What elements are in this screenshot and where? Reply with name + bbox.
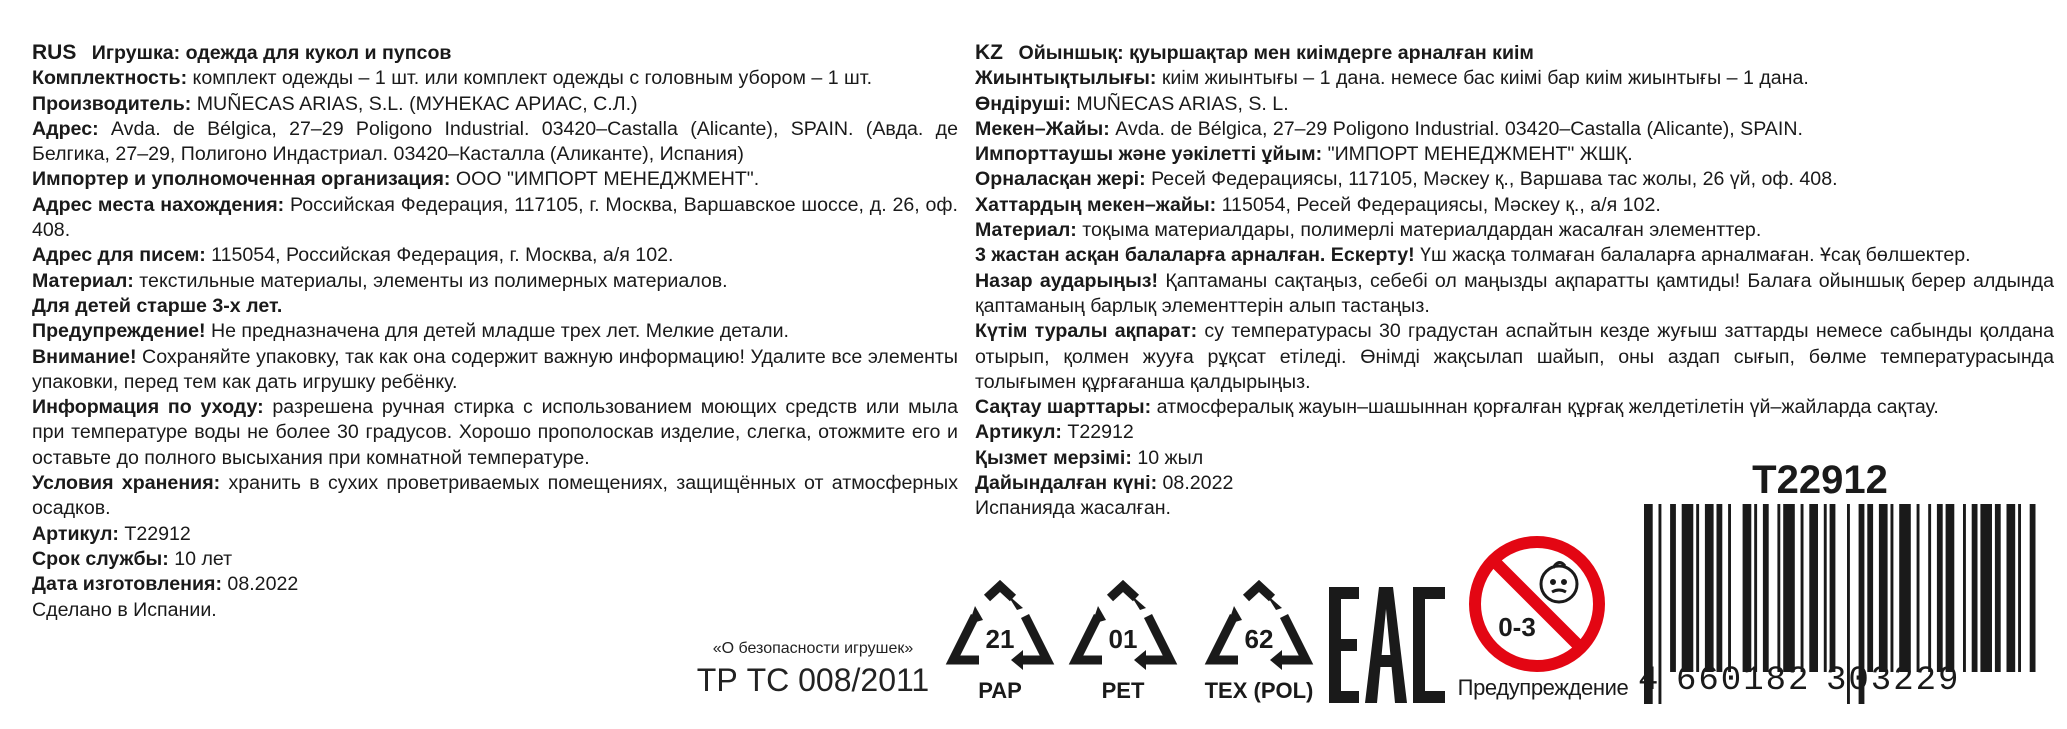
barcode-digits-left: 660182 [1676,662,1811,700]
barcode-bar [1777,504,1780,672]
barcode-bar [1867,504,1873,672]
kz-line-text: киім жиынтығы – 1 дана. немесе бас киімі бар киім жиынтығы – 1 дана. [1156,67,1809,90]
kz-language-code: KZ [975,41,1003,64]
barcode-bar [1696,504,1699,672]
barcode-article: T22912 [1752,458,1888,502]
safety-law-label: «О безопасности игрушек» [712,640,914,657]
kz-line-label: Хаттардың мекен–жайы: [975,193,1217,216]
barcode-first-digit: 4 [1638,662,1659,700]
kz-line-text: тоқыма материалдары, полимерлі материалдардан жасалған элементтер. [1076,219,1762,242]
kz-line-label: Өндіруші: [975,92,1071,115]
barcode-bar [1670,504,1676,672]
kz-line-label: Күтім туралы ақпарат: [975,320,1198,343]
barcode-bar [1728,504,1731,672]
no-children-under-3-icon [1467,534,1607,674]
rus-line-label: Условия хранения: [32,472,221,495]
barcode-bar [1754,504,1757,672]
recycle-abbr: PET [1101,678,1145,703]
kz-line-text: су температурасы 30 градустан аспайтын кезде жуғыш заттарды немесе сабынды қолдана отырып, қолмен жууға рұқсат етіледі. Өнімді жақсылап шайып, оны аздап сығып, бөлме температурасында толығымен құрғағанша қалдырыңыз. [975,320,2055,393]
kz-line [975,243,2054,268]
kz-line-label: Орналасқан жері: [975,168,1146,191]
kz-line [975,269,2054,320]
kz-line-text: атмосфералық жауын–шашыннан қорғалған құрғақ желдетілетін үй–жайларда сақтау. [1151,396,1939,419]
rus-line [32,117,958,168]
barcode-bar [1879,504,1888,672]
kz-line-label: Материал: [975,219,1077,242]
kz-line-text: MUÑECAS ARIAS, S. L. [1070,92,1289,115]
rus-line-label: Срок службы: [32,547,169,570]
rus-line-text: Сохраняйте упаковку, так как она содержит важную информацию! Удалите все элементы упаковки, перед тем как дать игрушку ребёнку. [32,345,958,393]
barcode-bar [1937,504,1943,672]
rus-lines [32,66,958,623]
kz-line [975,92,2054,117]
rus-line-text: хранить в сухих проветриваемых помещениях, защищённых от атмосферных осадков. [32,472,958,520]
barcode-bar [1763,504,1769,672]
barcode-bar [2018,504,2021,672]
rus-line [32,167,958,192]
kz-line-text: "ИМПОРТ МЕНЕДЖМЕНТ" ЖШҚ. [1322,143,1633,166]
rus-line [32,471,958,522]
warning-label: Предупреждение [1457,675,1629,700]
technical-regulation-code: ТР ТС 008/2011 [696,662,930,698]
kz-line [975,319,2054,395]
barcode-block [1640,458,2060,718]
rus-line-label: Артикул: [32,522,119,545]
recycle-triangle-icon [945,580,1055,680]
kz-line-label: 3 жастан асқан балаларға арналған. Ескерту! [975,244,1415,267]
recycle-abbr: PAP [978,678,1022,703]
rus-line-label: Адрес: [32,117,99,140]
kz-line [975,395,2054,420]
rus-line [32,243,958,268]
rus-line-label: Комплектность: [32,67,188,90]
rus-section [32,40,958,623]
rus-line [32,598,958,623]
rus-line-text: T22912 [118,522,191,545]
eac-mark-icon [1327,585,1447,705]
barcode-bar [1809,504,1818,672]
kz-line-text: Қаптаманы сақтаңыз, себебі ол маңызды ақпаратты қамтиды! Балаға ойыншық берер алдында қаптаманың барлық элементтерін алып тастаңыз. [975,269,2054,317]
kz-line [975,193,2054,218]
recycle-triangle-icon [1068,580,1178,680]
rus-line-label: Адрес для писем: [32,244,206,267]
kz-line-label: Мекен–Жайы: [975,117,1110,140]
barcode-bar [2030,504,2036,672]
recycle-mark-tex [1195,580,1323,710]
kz-line-text: Avda. de Bélgica, 27–29 Poligono Industrial. 03420–Castalla (Alicante), SPAIN. [1109,117,1803,140]
rus-line-text: MUÑECAS ARIAS, S.L. (МУНЕКАС АРИАС, С.Л.) [191,92,638,115]
rus-line-text: разрешена ручная стирка с использованием моющих средств или мыла при температуре воды не более 30 градусов. Хорошо прополоскав изделие, слегка, отожмите его и оставьте до полного высыхания при комнатной температуре. [32,396,958,469]
kz-line-label: Артикул: [975,421,1062,444]
barcode-bar [1801,504,1804,672]
rus-line [32,547,958,572]
recycle-number: 62 [1244,624,1274,654]
recycle-triangle-icon [1195,580,1323,680]
barcode-bar [1717,504,1723,672]
barcode-bar [1963,504,1966,672]
rus-line-text: текстильные материалы, элементы из полимерных материалов. [133,269,728,292]
kz-product-title: Ойыншық: қуыршақтар мен киімдерге арналған киім [1018,42,1534,64]
barcode-bar [1946,504,1955,672]
barcode-bar [1830,504,1836,672]
barcode-bar [1682,504,1694,672]
barcode-bar [1743,504,1752,672]
recycle-number: 01 [1108,624,1138,654]
kz-line-text: 08.2022 [1157,472,1234,495]
recycle-mark-pap [945,580,1055,710]
rus-line [32,395,958,471]
rus-line [32,319,958,344]
barcode-bar [1705,504,1714,672]
kz-line-text: Ресей Федерациясы, 117105, Мәскеу қ., Варшава тас жолы, 26 үй, оф. 408. [1145,168,1838,191]
rus-line [32,269,958,294]
barcode-bar [1659,504,1662,704]
rus-product-title: Игрушка: одежда для кукол и пупсов [91,42,452,64]
recycle-number: 21 [985,624,1015,654]
barcode-bar [1917,504,1920,672]
rus-line-text: Avda. de Bélgica, 27–29 Poligono Industrial. 03420–Castalla (Alicante), SPAIN. (Авда. де Белгика, 27–29, Полигоно Индастриал. 03420–Касталла (Аликанте), Испания) [32,117,958,166]
rus-line [32,572,958,597]
rus-line-text: комплект одежды – 1 шт. или комплект одежды с головным убором – 1 шт. [187,67,873,90]
rus-heading [32,40,958,66]
kz-line-text: 10 жыл [1131,446,1204,469]
recycle-abbr: TEX (POL) [1204,678,1314,703]
kz-section [975,40,2054,522]
kz-line-label: Қызмет мерзімі: [975,446,1132,469]
barcode-bar [1972,504,1978,672]
kz-line-label: Назар аударыңыз! [975,269,1159,292]
barcode-digits-right: 303229 [1826,662,1961,700]
kz-line-label: Импорттаушы және уәкілетті ұйым: [975,143,1323,166]
rus-line-text: Сделано в Испании. [32,598,217,621]
kz-line [975,218,2054,243]
kz-line-label: Жиынтықтылығы: [975,67,1157,90]
kz-line-text: T22912 [1061,421,1134,444]
rus-line-label: Производитель: [32,92,192,115]
barcode-bar [1928,504,1931,672]
kz-line [975,142,2054,167]
kz-line-text: Үш жасқа толмаған балаларға арналмаған. Ұсақ бөлшектер. [1414,244,1971,267]
barcode-bar [1980,504,1992,672]
rus-line-label: Адрес места нахождения: [32,193,285,216]
kz-lines [975,66,2054,521]
rus-line-label: Дата изготовления: [32,573,222,596]
rus-line-label: Для детей старше 3-х лет. [32,294,283,317]
kz-line-label: Дайындалған күні: [975,472,1158,495]
barcode-bar [2007,504,2016,672]
rus-line [32,294,958,319]
recycle-mark-pet [1068,580,1178,710]
barcode-bar [1899,504,1911,672]
barcode-bar [1995,504,2001,672]
kz-heading [975,40,2054,66]
kz-line [975,66,2054,91]
barcode-bar [1783,504,1795,672]
kz-line [975,117,2054,142]
rus-line [32,522,958,547]
barcode-bar [1891,504,1894,672]
rus-line-text: ООО "ИМПОРТ МЕНЕДЖМЕНТ". [450,168,760,191]
rus-line-text: Не предназначена для детей младше трех лет. Мелкие детали. [205,320,789,343]
kz-line [975,167,2054,192]
rus-line-text: Российская Федерация, 117105, г. Москва, Варшавское шоссе, д. 26, оф. 408. [32,193,958,242]
rus-line-label: Информация по уходу: [32,396,264,419]
rus-line-label: Предупреждение! [32,320,206,343]
rus-line-label: Внимание! [32,345,137,368]
warning-age-range: 0-3 [1498,612,1536,642]
kz-line-label: Сақтау шарттары: [975,396,1152,419]
kz-line-text: Испанияда жасалған. [975,497,1171,520]
rus-line-text: 08.2022 [221,573,299,596]
kz-line [975,420,2054,445]
rus-line [32,345,958,396]
rus-line [32,66,958,91]
kz-line-text: 115054, Ресей Федерациясы, Мәскеу қ., а/я 102. [1216,193,1661,216]
rus-line-label: Импортер и уполномоченная организация: [32,168,451,191]
rus-language-code: RUS [32,41,77,64]
rus-line-text: 10 лет [168,547,233,570]
rus-line-text: 115054, Российская Федерация, г. Москва, а/я 102. [205,244,674,267]
rus-line-label: Материал: [32,269,134,292]
barcode-bar [1824,504,1827,672]
rus-line [32,193,958,244]
rus-line [32,92,958,117]
